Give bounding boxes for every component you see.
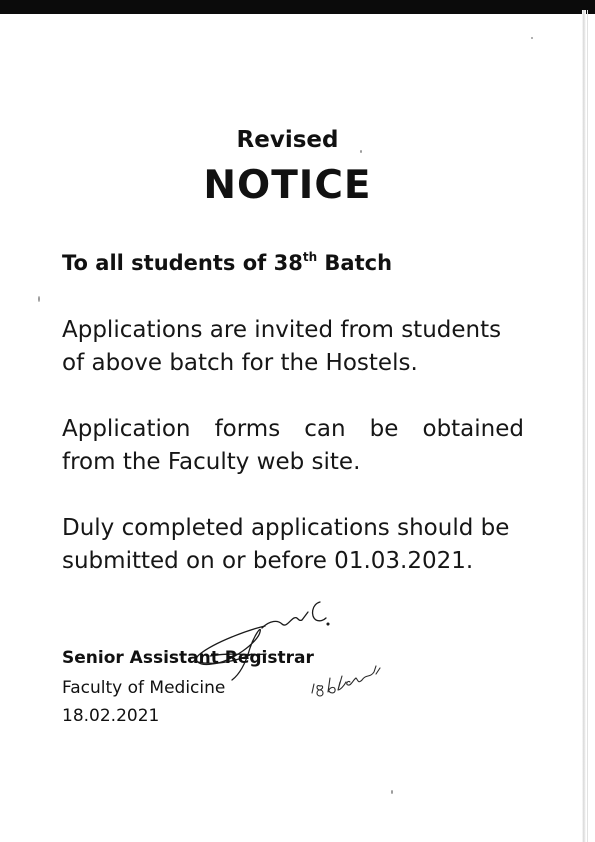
paragraph-line: of above batch for the Hostels. (62, 350, 418, 376)
paragraph-line: from the Faculty web site. (62, 449, 361, 475)
paragraph-line: submitted on or before 01.03.2021. (62, 548, 474, 574)
scan-speck (391, 790, 393, 794)
scan-border-right-line (587, 10, 588, 842)
notice-title: NOTICE (203, 163, 372, 208)
scan-border-right (582, 10, 586, 842)
addressee-superscript: th (302, 250, 318, 264)
scan-border-top (0, 0, 595, 14)
paragraph-line: Duly completed applications should be (62, 515, 510, 541)
paragraph-deadline (62, 512, 524, 578)
signatory-title: Senior Assistant Registrar (62, 648, 314, 668)
paragraph-line: Application forms can be obtained (62, 416, 524, 442)
notice-date: 18.02.2021 (62, 706, 160, 726)
paragraph-line: Applications are invited from students (62, 317, 502, 343)
notice-subtitle: Revised (236, 127, 339, 153)
scan-speck (531, 37, 533, 39)
scan-speck (38, 296, 40, 302)
addressee-prefix: To all students of 38 (62, 251, 303, 275)
signatory-department: Faculty of Medicine (62, 678, 226, 698)
addressee-suffix: Batch (317, 251, 393, 275)
paragraph-application-forms (62, 413, 524, 479)
paragraph-applications-invited (62, 314, 524, 380)
addressee-line (62, 248, 392, 278)
